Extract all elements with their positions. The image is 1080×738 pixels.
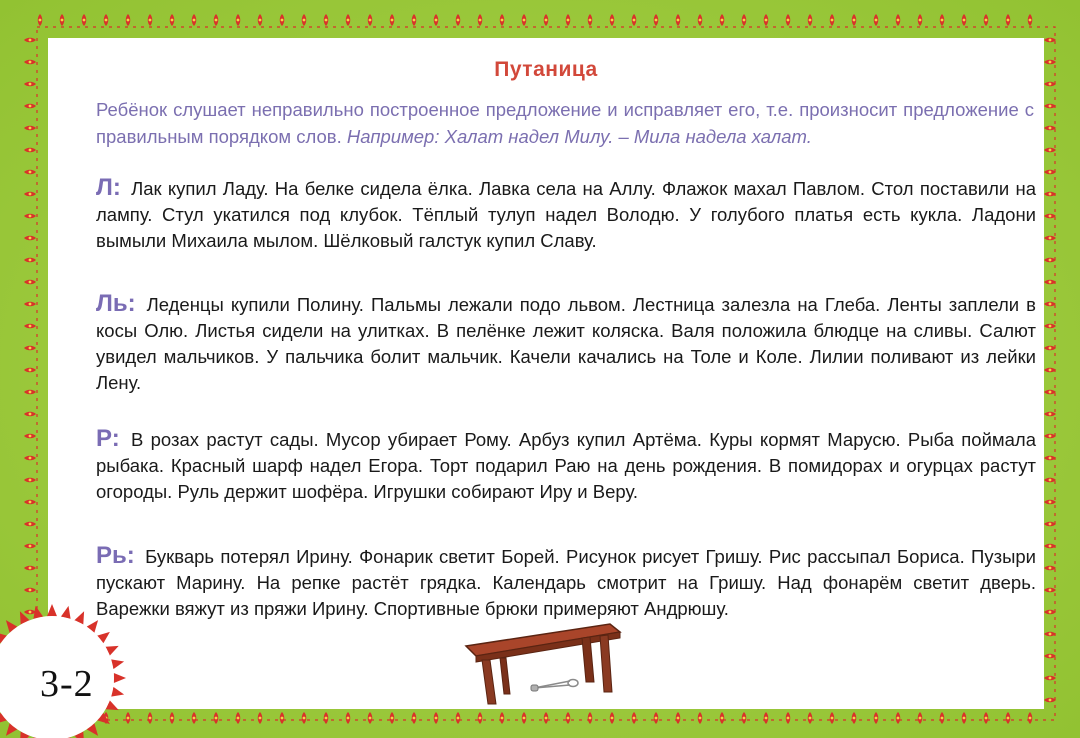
section-letter: Ль: <box>96 290 136 317</box>
section-text: Букварь потерял Ирину. Фонарик светит Борей. Рисунок рисует Гришу. Рис рассыпал Бориса. Пузыри пускают Марину. На репке растёт грядка. Календарь смотрит на Гришу. Над фонарём светит дверь. Варежки вяжут из пряжи Ирину. Спортивные брюки примеряют Андрюшу. <box>96 546 1036 619</box>
section-text: Леденцы купили Полину. Пальмы лежали подо львом. Лестница залезла на Глеба. Ленты заплели в косы Олю. Листья сидели на улитках. В пелёнке лежит коляска. Валя положила блюдце на сливы. Салют увидел мальчиков. У пальчика болит мальчик. Качели качались на Толе и Коле. Лилии поливают из лейки Лену. <box>96 294 1036 393</box>
section-ll <box>96 291 1036 396</box>
section-r <box>96 426 1036 505</box>
section-letter: Рь: <box>96 542 135 569</box>
page-title: Путаница <box>494 58 598 81</box>
safety-pin-icon <box>530 676 580 694</box>
intro-paragraph <box>96 96 1034 150</box>
section-rr <box>96 543 1036 622</box>
section-l <box>96 175 1036 254</box>
section-text: Лак купил Ладу. На белке сидела ёлка. Лавка села на Аллу. Флажок махал Павлом. Стол поставили на лампу. Стул укатился под клубок. Тёплый тулуп надел Володю. У голубого платья есть кукла. Ладони вымыли Михаила мылом. Шёлковый галстук купил Славу. <box>96 178 1036 251</box>
bench-icon <box>460 618 625 708</box>
intro-example: Например: Халат надел Милу. – Мила надела халат. <box>346 126 812 147</box>
intro-text: Ребёнок слушает неправильно построенное предложение и исправляет его, т.е. произносит предложение с правильным порядком слов. <box>96 99 1034 147</box>
section-letter: Л: <box>96 174 121 201</box>
section-text: В розах растут сады. Мусор убирает Рому. Арбуз купил Артёма. Куры кормят Марусю. Рыба поймала рыбака. Красный шарф надел Егора. Торт подарил Раю на день рождения. В помидорах и огурцах растут огороды. Руль держит шофёра. Игрушки собирают Иру и Веру. <box>96 429 1037 502</box>
page-number: 3-2 <box>40 663 94 705</box>
section-letter: Р: <box>96 425 120 452</box>
content-card <box>48 38 1044 709</box>
